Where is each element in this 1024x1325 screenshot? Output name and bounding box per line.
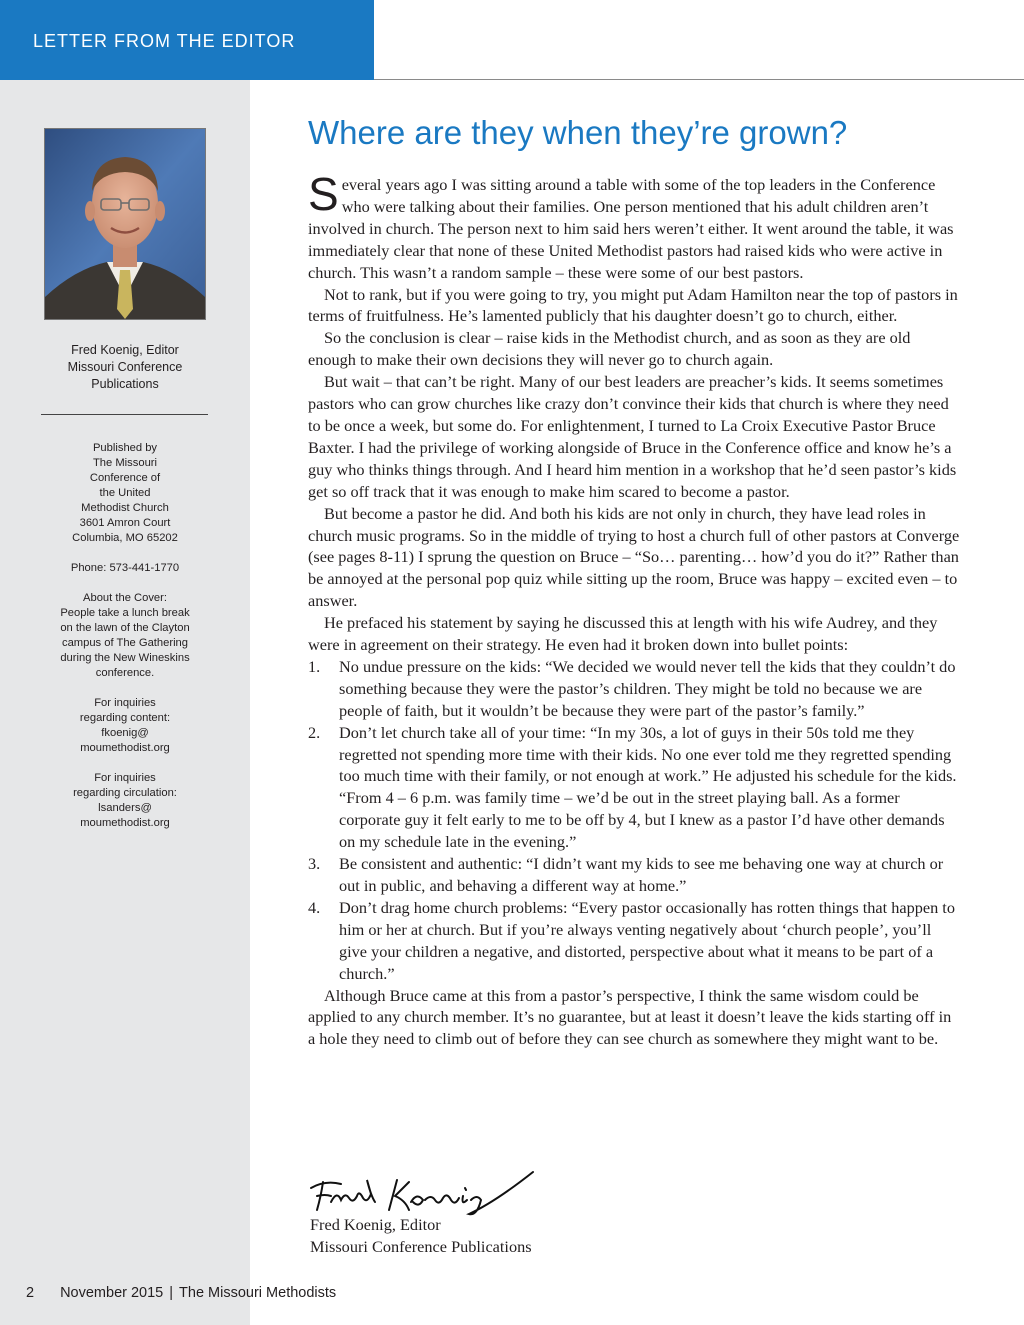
info-line: 3601 Amron Court xyxy=(79,517,171,529)
email-line[interactable]: moumethodist.org xyxy=(80,817,170,829)
content-inquiries-block xyxy=(20,696,230,756)
signer-name: Fred Koenig, Editor xyxy=(310,1215,441,1234)
list-number: 2. xyxy=(308,722,321,742)
article-body xyxy=(308,168,962,1050)
list-number: 1. xyxy=(308,656,321,676)
list-item xyxy=(308,897,962,985)
info-line: during the New Wineskins xyxy=(60,652,190,664)
signer-org: Missouri Conference Publications xyxy=(310,1237,532,1256)
caption-line: Publications xyxy=(91,377,159,391)
paragraph-text: everal years ago I was sitting around a table with some of the top leaders in the Conference who were talking about their families. One person mentioned that his adult children aren’t involved in church. The person next to him said hers weren’t either. It went around the table, it was immediately clear that none of these United Methodist pastors had raised kids who were active in church. This wasn’t a random sample – these were some of our best pastors. xyxy=(308,175,954,282)
info-line: The Missouri xyxy=(92,457,158,469)
page-number: 2 xyxy=(26,1285,35,1301)
info-line: conference. xyxy=(95,667,155,679)
caption-line: Missouri Conference xyxy=(67,360,183,374)
list-text: No undue pressure on the kids: “We decided we would never tell the kids that they couldn’t do something because they were the pastor’s children. They might be told no because we are people of faith, but it wouldn’t be because they were part of the pastor’s family.” xyxy=(339,656,956,720)
issue-date: November 2015 xyxy=(60,1285,164,1301)
email-line[interactable]: lsanders@ xyxy=(98,802,152,814)
info-line: People take a lunch break xyxy=(60,607,190,619)
info-line: the United xyxy=(99,487,151,499)
info-line: campus of The Gathering xyxy=(61,637,189,649)
phone-text: Phone: 573-441-1770 xyxy=(70,562,180,574)
closing-paragraph: Although Bruce came at this from a pastor’s perspective, I think the same wisdom could be applied to any church member. It’s no guarantee, but at least it doesn’t leave the kids starting off in a hole they need to climb out of before they can see church as somewhere they might want to be. xyxy=(308,985,952,1049)
first-paragraph xyxy=(308,168,962,284)
editor-signature xyxy=(305,1166,545,1216)
info-line: regarding content: xyxy=(79,712,171,724)
drop-cap: S xyxy=(308,168,339,220)
sidebar-divider xyxy=(41,414,208,415)
list-number: 4. xyxy=(308,897,321,917)
info-line: Methodist Church xyxy=(81,502,169,514)
cover-block xyxy=(20,591,230,681)
list-text: Don’t let church take all of your time: “In my 30s, a lot of guys in their 50s told me they regretted not spending more time with their kids. No one ever told me they regretted spending too much time with their family, or not enough at work.” He adjusted his schedule for the kids. “From 4 – 6 p.m. was family time – we’d be out in the street playing ball. As a former corporate guy it felt early to me to be off by 4, but I knew as a pastor I’d have other demands on my schedule late in the evening.” xyxy=(339,722,957,852)
editor-caption xyxy=(20,342,230,393)
section-header-tab xyxy=(0,0,374,80)
list-item xyxy=(308,853,962,897)
info-line: Conference of xyxy=(89,472,161,484)
paragraph: He prefaced his statement by saying he discussed this at length with his wife Audrey, and they were in agreement on their strategy. He even had it broken down into bullet points: xyxy=(308,613,938,655)
list-text: Don’t drag home church problems: “Every pastor occasionally has rotten things that happen to him or her at church. But if you’re always venting negatively about ‘church people’, you’ll give your children a negative, and distorted, perspective about what it means to be part of a church.” xyxy=(339,897,955,983)
paragraph: But wait – that can’t be right. Many of our best leaders are preacher’s kids. It seems sometimes pastors who can grow churches like crazy don’t convince their kids that church is where they need to be once a week, but some do. For enlightenment, I turned to La Croix Executive Pastor Bruce Baxter. I had the privilege of working alongside of Bruce in the Conference office and know he’s a guy who thinks things through. And I heard him mention in a workshop that he’d seen pastor’s kids get so off track that it was enough to make him scared to become a pastor. xyxy=(308,372,957,501)
info-line: on the lawn of the Clayton xyxy=(60,622,190,634)
publication-info xyxy=(20,441,230,831)
caption-line: Fred Koenig, Editor xyxy=(71,343,179,357)
circulation-inquiries-block xyxy=(20,771,230,831)
info-line: About the Cover: xyxy=(83,592,167,604)
publisher-block xyxy=(20,441,230,546)
signer-block xyxy=(310,1214,532,1258)
list-item xyxy=(308,656,962,722)
phone-block xyxy=(20,561,230,576)
publication-name: The Missouri Methodists xyxy=(179,1285,337,1301)
paragraph: Not to rank, but if you were going to try, you might put Adam Hamilton near the top of pastors in terms of fruitfulness. He’s lamented publicly that his daughter doesn’t go to church, either. xyxy=(308,284,958,326)
list-text: Be consistent and authentic: “I didn’t want my kids to see me behaving one way at church or out in public, and behaving a different way at home.” xyxy=(339,854,944,895)
list-item xyxy=(308,722,962,853)
footer-separator: | xyxy=(169,1285,174,1301)
info-line: For inquiries xyxy=(94,772,156,784)
info-line: Columbia, MO 65202 xyxy=(72,532,178,544)
editor-photo xyxy=(44,128,206,320)
header-rule xyxy=(374,79,1024,80)
section-label: LETTER FROM THE EDITOR xyxy=(33,31,296,51)
paragraph: But become a pastor he did. And both his kids are not only in church, they have lead roles in church music programs. So in the middle of trying to host a church full of other pastors at Converge (see pages 8-11) I sprung the question on Bruce – “So… parenting… how’d you do it?” Rather than be annoyed at the personal pop quiz while sitting up the room, Bruce was happy – excited even – to answer. xyxy=(308,503,960,611)
info-line: For inquiries xyxy=(94,697,156,709)
email-line[interactable]: moumethodist.org xyxy=(80,742,170,754)
info-line: regarding circulation: xyxy=(73,787,177,799)
paragraph: So the conclusion is clear – raise kids in the Methodist church, and as soon as they are old enough to make their own decisions they will never go to church again. xyxy=(308,328,911,370)
info-line: Published by xyxy=(92,442,158,454)
email-line[interactable]: fkoenig@ xyxy=(101,727,149,739)
article-title: Where are they when they’re grown? xyxy=(308,114,848,151)
page-footer xyxy=(26,1285,336,1301)
list-number: 3. xyxy=(308,854,321,874)
